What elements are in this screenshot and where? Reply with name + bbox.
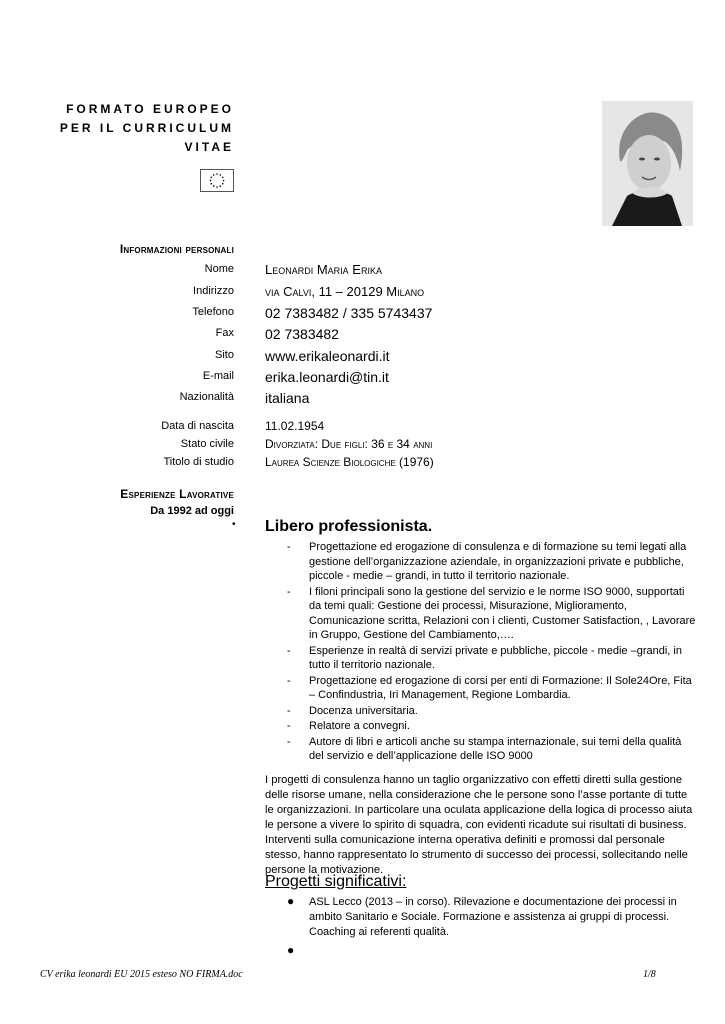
label-data-nascita: Data di nascita bbox=[161, 420, 234, 432]
label-fax: Fax bbox=[215, 327, 234, 339]
value-data-nascita: 11.02.1954 bbox=[265, 419, 325, 433]
list-item-text: Autore di libri e articoli anche su stampa internazionale, sui temi della qualità del servizio e dell’applicazione delle ISO 9000 bbox=[309, 735, 682, 762]
experience-list bbox=[287, 540, 697, 765]
title-line-2: PER IL CURRICULUM bbox=[59, 121, 234, 135]
bullet-icon: ● bbox=[287, 943, 295, 957]
profile-photo bbox=[602, 101, 693, 226]
value-stato-civile: Divorziata: Due figli: 36 e 34 anni bbox=[265, 437, 433, 451]
value-telefono: 02 7383482 / 335 5743437 bbox=[265, 305, 433, 321]
label-sito: Sito bbox=[215, 349, 234, 361]
list-item bbox=[287, 735, 697, 764]
footer-filename: CV erika leonardi EU 2015 esteso NO FIRMA.doc bbox=[40, 969, 243, 980]
value-titolo-studio: Laurea Scienze Biologiche (1976) bbox=[265, 455, 434, 469]
value-email[interactable]: erika.leonardi@tin.it bbox=[265, 369, 389, 385]
label-titolo-studio: Titolo di studio bbox=[163, 456, 234, 468]
dash-mark: - bbox=[287, 720, 291, 732]
personal-info-heading: Informazioni personali bbox=[119, 242, 234, 256]
label-nome: Nome bbox=[204, 263, 234, 275]
projects-list bbox=[287, 895, 697, 962]
title-line-1: FORMATO EUROPEO bbox=[66, 102, 234, 116]
experience-paragraph: I progetti di consulenza hanno un taglio organizzativo con effetti diretti sulla gestione delle risorse umane, nella considerazione che le persone sono l’asse portante di tutte le organizzazioni. In particolare una oculata applicazione della logica di processo aiuta le persone a vivere lo spirito di squadra, con evidenti ricadute sui risultati di business. Interventi sulla comunicazione interna operativa definiti e promossi dal personale stesso, hanno rappresentato lo strumento di successo dei processi, sollecitando nelle persone la motivazione. bbox=[265, 774, 693, 876]
label-nazionalita: Nazionalità bbox=[179, 391, 234, 403]
label-email: E-mail bbox=[202, 370, 234, 382]
list-item bbox=[287, 944, 697, 958]
cv-format-title bbox=[60, 100, 234, 157]
list-item-text: I filoni principali sono la gestione del servizio e le norme ISO 9000, supportati da temi quali: Gestione dei processi, Misurazione, Miglioramento, Comunicazione scritta, Relazioni con i clienti, Customer Satisfaction, , Lavorare in Gruppo, Gestione del Cambiamento,…. bbox=[309, 585, 696, 641]
projects-heading: Progetti significativi: bbox=[265, 873, 407, 890]
value-fax: 02 7383482 bbox=[265, 326, 339, 342]
dash-mark: - bbox=[287, 735, 291, 748]
list-item-text: Relatore a convegni. bbox=[309, 720, 410, 732]
list-item bbox=[287, 585, 697, 643]
dash-mark: - bbox=[287, 585, 291, 598]
dash-mark: - bbox=[287, 644, 291, 657]
list-item bbox=[287, 704, 697, 719]
job-title: Libero professionista. bbox=[265, 518, 433, 535]
dash-mark: - bbox=[287, 541, 291, 553]
label-telefono: Telefono bbox=[192, 306, 234, 318]
list-item-text: Docenza universitaria. bbox=[309, 704, 418, 717]
experience-heading: Esperienze Lavorative bbox=[120, 487, 234, 501]
list-item-text: Esperienze in realtà di servizi private e pubbliche, piccole - medie –grandi, in tutto il territorio nazionale. bbox=[309, 644, 682, 671]
label-indirizzo: Indirizzo bbox=[193, 285, 234, 297]
value-nome: Leonardi Maria Erika bbox=[265, 262, 382, 277]
value-nazionalita: italiana bbox=[265, 390, 310, 406]
list-item bbox=[287, 540, 697, 584]
label-stato-civile: Stato civile bbox=[180, 438, 234, 450]
list-item bbox=[287, 674, 697, 703]
bullet-icon: ● bbox=[287, 894, 295, 908]
eu-flag-icon bbox=[200, 169, 234, 192]
list-item-text: Progettazione ed erogazione di corsi per enti di Formazione: Il Sole24Ore, Fita – Confindustria, Iri Management, Regione Lombardia. bbox=[309, 674, 692, 701]
dash-mark: - bbox=[287, 674, 291, 687]
list-item-text: ASL Lecco (2013 – in corso). Rilevazione e documentazione dei processi in ambito Sanitario e Sociale. Formazione e assistenza ai gruppi di processi. Coaching ai referenti qualità. bbox=[309, 896, 677, 938]
title-line-3: VITAE bbox=[184, 140, 234, 154]
list-item bbox=[287, 644, 697, 673]
footer-page-number: 1/8 bbox=[643, 969, 656, 980]
list-item-text: Progettazione ed erogazione di consulenza e di formazione su temi legati alla gestione dell’organizzazione aziendale, in organizzazioni private e pubbliche, piccole - medie – grandi, in tutto il territorio nazionale. bbox=[309, 541, 687, 582]
experience-period: Da 1992 ad oggi bbox=[150, 505, 234, 517]
list-item bbox=[287, 719, 697, 734]
list-item bbox=[287, 895, 697, 940]
period-bullet: • bbox=[232, 519, 236, 530]
value-sito[interactable]: www.erikaleonardi.it bbox=[265, 348, 390, 364]
value-indirizzo: via Calvi, 11 – 20129 Milano bbox=[265, 284, 425, 299]
dash-mark: - bbox=[287, 704, 291, 717]
